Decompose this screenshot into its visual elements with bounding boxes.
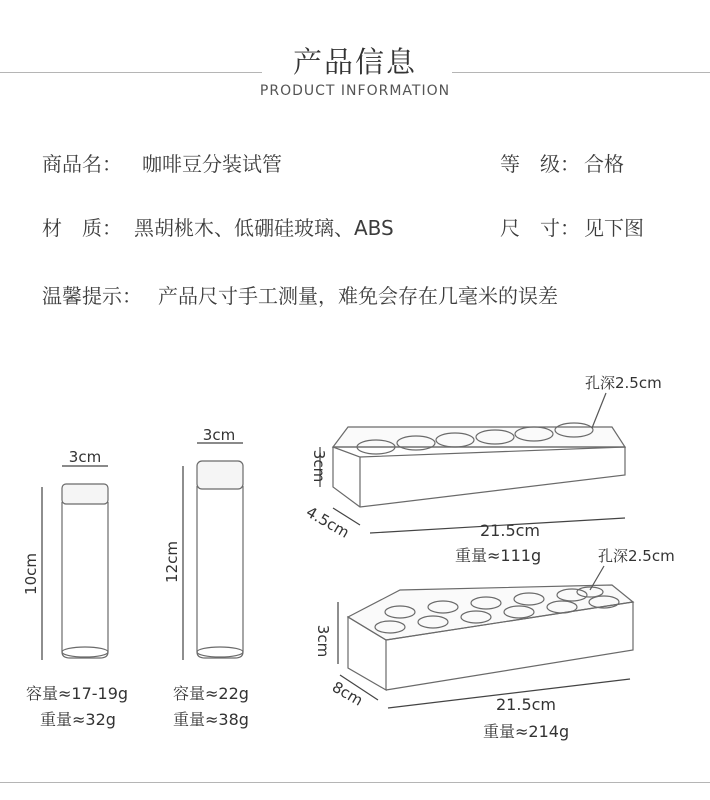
large-tube-body	[197, 486, 243, 658]
six-rack-height-label: 3cm	[310, 449, 328, 483]
size-value: 见下图	[584, 216, 644, 240]
small-tube-bottom	[62, 647, 108, 657]
size-label: 尺 寸：	[500, 216, 580, 240]
large-tube-bottom	[197, 647, 243, 657]
six-rack-weight-label: 重量≈111g	[455, 546, 542, 565]
tip-label: 温馨提示：	[42, 284, 142, 308]
grade-value: 合格	[584, 152, 624, 176]
twelve-rack-top-face	[348, 585, 633, 640]
small-tube-height-label: 10cm	[22, 553, 40, 595]
large-tube-height-label: 12cm	[163, 541, 181, 583]
twelve-rack-weight-label: 重量≈214g	[483, 722, 570, 741]
section-title: 产品信息	[292, 45, 417, 79]
small-tube-cap	[62, 484, 108, 504]
small-tube-width-label: 3cm	[68, 448, 102, 466]
twelve-hole-rack-drawing	[338, 566, 633, 708]
grade-label: 等 级：	[500, 152, 580, 176]
twelve-rack-length-label: 21.5cm	[496, 695, 557, 714]
large-tube-drawing	[183, 443, 243, 660]
small-tube-weight-label: 重量≈32g	[40, 710, 116, 729]
section-subtitle: PRODUCT INFORMATION	[259, 83, 451, 99]
six-rack-hole-depth-label: 孔深2.5cm	[585, 374, 662, 392]
tip-value: 产品尺寸手工测量，难免会存在几毫米的误差	[158, 284, 558, 308]
twelve-rack-height-label: 3cm	[314, 624, 332, 658]
twelve-rack-hole-depth-label: 孔深2.5cm	[598, 547, 675, 565]
small-tube-drawing	[42, 466, 108, 660]
product-name-value: 咖啡豆分装试管	[142, 152, 282, 176]
large-tube-weight-label: 重量≈38g	[173, 710, 249, 729]
large-tube-capacity-label: 容量≈22g	[173, 684, 249, 703]
material-label: 材 质：	[42, 216, 122, 240]
product-name-label: 商品名：	[42, 152, 122, 176]
large-tube-width-label: 3cm	[202, 426, 236, 444]
material-value: 黑胡桃木、低硼硅玻璃、ABS	[134, 216, 394, 240]
six-hole-rack-drawing	[320, 393, 625, 533]
small-tube-body	[62, 502, 108, 658]
six-rack-front-face	[360, 457, 612, 507]
six-rack-edge	[333, 447, 625, 507]
six-rack-depth-label: 4.5cm	[303, 502, 353, 542]
six-rack-length-label: 21.5cm	[480, 521, 541, 540]
six-rack-depth-pointer	[592, 393, 606, 428]
large-tube-cap	[197, 461, 243, 489]
bottom-rule	[0, 782, 710, 783]
twelve-rack-depth-label: 8cm	[329, 677, 367, 710]
small-tube-capacity-label: 容量≈17-19g	[26, 684, 129, 703]
